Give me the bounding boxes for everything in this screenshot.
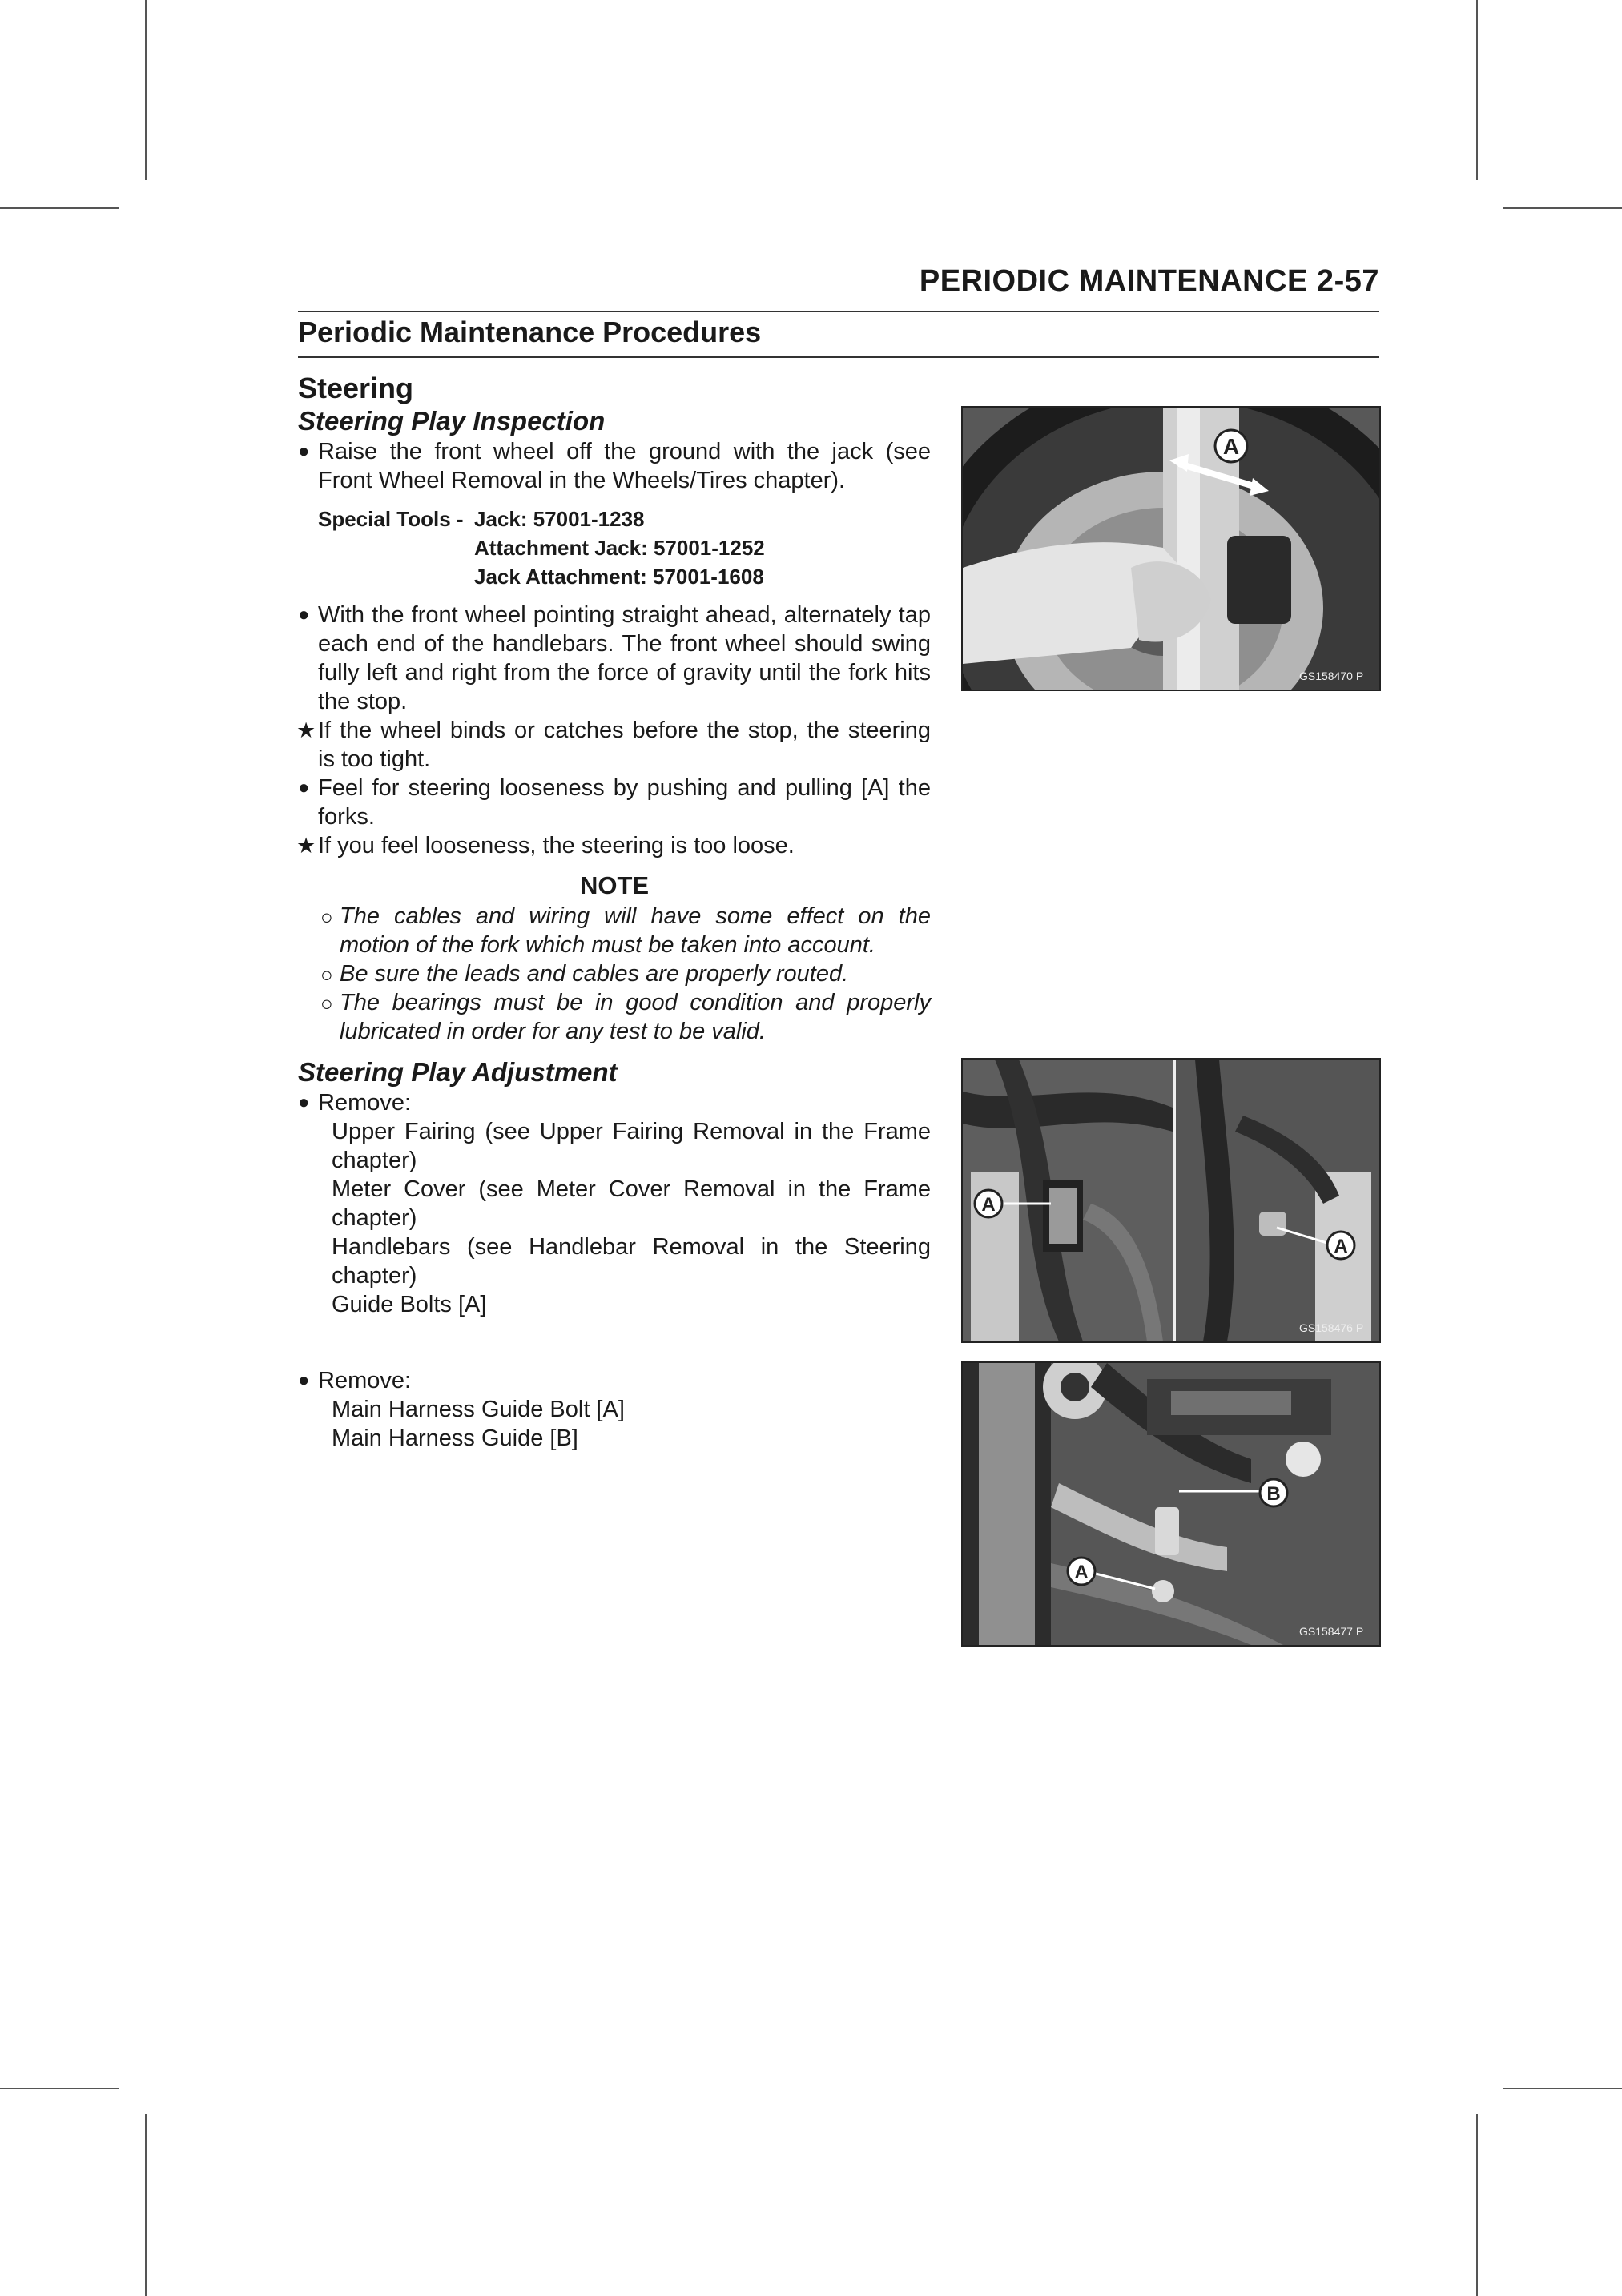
- star-icon: ★: [296, 834, 316, 858]
- inspection-step: ● Raise the front wheel off the ground with the jack (see Front Wheel Removal in the Wheels/Tires chapter).: [298, 439, 931, 493]
- front-wheel-photo: [963, 408, 1379, 690]
- note-item: ○ The cables and wiring will have some effect on the motion of the fork which must be taken into account.: [320, 903, 931, 958]
- crop-mark: [1503, 207, 1622, 209]
- crop-mark: [1503, 2088, 1622, 2089]
- crop-mark: [1476, 0, 1478, 180]
- tool-row: Attachment Jack: 57001-1252: [474, 536, 765, 560]
- remove-item: Handlebars (see Handlebar Removal in the Steering chapter): [332, 1234, 931, 1289]
- remove-step: ● Remove:: [298, 1090, 412, 1116]
- figure-harness-guide: [961, 1361, 1381, 1647]
- guide-bolts-photo: [963, 1060, 1379, 1341]
- figure-code: GS158470 P: [1299, 669, 1364, 682]
- adjustment-heading: Steering Play Adjustment: [298, 1057, 618, 1087]
- harness-guide-photo: [963, 1363, 1379, 1645]
- inspection-condition: ★ If the wheel binds or catches before the stop, the steering is too tight.: [296, 718, 931, 772]
- figure-code: GS158476 P: [1299, 1321, 1364, 1334]
- remove-item: Meter Cover (see Meter Cover Removal in the Frame chapter): [332, 1176, 931, 1231]
- steering-heading: Steering: [298, 372, 414, 404]
- remove-item: Guide Bolts [A]: [332, 1292, 487, 1317]
- bullet-icon: ●: [298, 1369, 310, 1391]
- callout-a: A: [1334, 1236, 1348, 1257]
- ring-icon: ○: [320, 963, 333, 987]
- adjustment-column: [298, 1058, 931, 1319]
- bullet-icon: ●: [298, 1092, 310, 1113]
- inspection-heading: Steering Play Inspection: [298, 406, 606, 436]
- callout-a: A: [1222, 434, 1240, 459]
- bullet-icon: ●: [298, 777, 310, 798]
- figure-code: GS158477 P: [1299, 1625, 1364, 1638]
- crop-mark: [1476, 2114, 1478, 2296]
- remove-item: Main Harness Guide [B]: [332, 1425, 578, 1451]
- section-rule: [298, 356, 1379, 358]
- ring-icon: ○: [320, 991, 333, 1015]
- callout-b: B: [1266, 1483, 1281, 1505]
- crop-mark: [145, 0, 147, 180]
- page-header: PERIODIC MAINTENANCE 2-57: [919, 264, 1379, 298]
- inspection-column: [298, 407, 931, 1046]
- tool-row: Special Tools - Jack: 57001-1238: [318, 507, 645, 531]
- remove-step: ● Remove:: [298, 1368, 412, 1393]
- star-icon: ★: [296, 718, 316, 742]
- crop-mark: [0, 2088, 119, 2089]
- ring-icon: ○: [320, 905, 333, 929]
- note-item: ○ The bearings must be in good condition and properly lubricated in order for any test to be valid.: [320, 990, 931, 1044]
- crop-mark: [145, 2114, 147, 2296]
- bullet-icon: ●: [298, 440, 310, 462]
- header-rule: [298, 311, 1379, 312]
- adjustment-column-2: [298, 1366, 931, 1453]
- special-tools: [318, 505, 931, 591]
- bullet-icon: ●: [298, 604, 310, 625]
- note-item: ○ Be sure the leads and cables are properly routed.: [298, 959, 931, 988]
- remove-item: Main Harness Guide Bolt [A]: [332, 1397, 625, 1422]
- callout-a: A: [1074, 1562, 1089, 1583]
- tool-row: Jack Attachment: 57001-1608: [474, 565, 764, 589]
- figure-front-wheel: [961, 406, 1381, 691]
- figure-guide-bolts: [961, 1058, 1381, 1343]
- section-title: Periodic Maintenance Procedures: [298, 316, 762, 348]
- remove-item: Upper Fairing (see Upper Fairing Removal in the Frame chapter): [332, 1119, 931, 1173]
- crop-mark: [0, 207, 119, 209]
- note-title: NOTE: [579, 871, 650, 899]
- inspection-condition: ★ If you feel looseness, the steering is too loose.: [296, 833, 795, 858]
- callout-a: A: [981, 1194, 996, 1216]
- inspection-step: ● With the front wheel pointing straight ahead, alternately tap each end of the handlebars. The front wheel should swing fully left and right from the force of gravity until the fork hits the stop.: [298, 602, 931, 714]
- inspection-step: ● Feel for steering looseness by pushing and pulling [A] the forks.: [298, 775, 931, 830]
